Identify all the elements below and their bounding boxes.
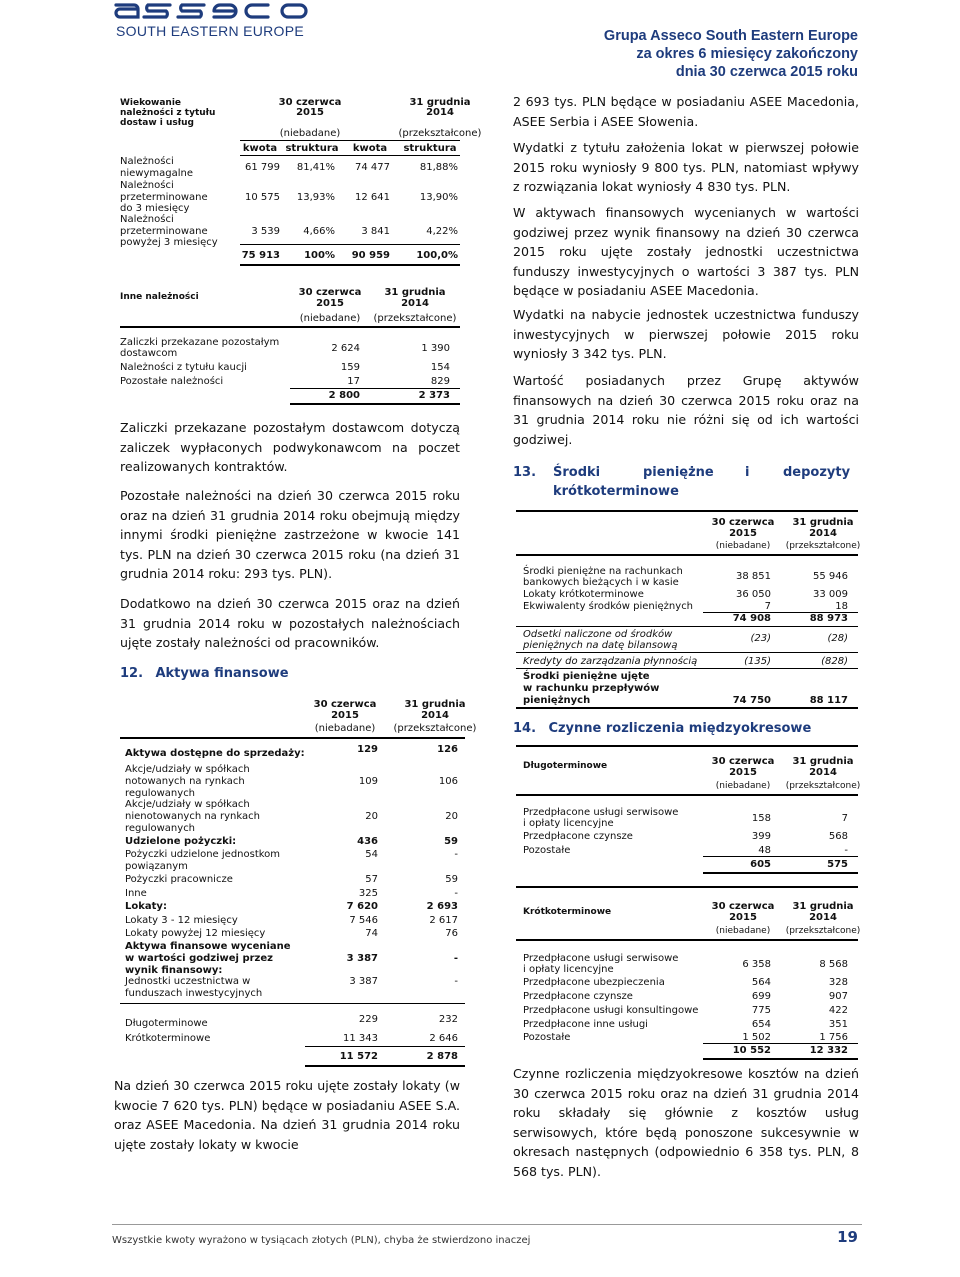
aging-sub-kwota-2: kwota xyxy=(352,143,388,154)
page-number: 19 xyxy=(837,1228,858,1246)
aging-sub-struktura-1: struktura xyxy=(285,143,339,154)
short-row-value-2015: 6 358 xyxy=(742,959,771,970)
header-line-1: Grupa Asseco South Eastern Europe xyxy=(603,28,858,44)
fin-row-value-2015: 7 620 xyxy=(346,901,378,912)
paragraph: Pozostałe należności na dzień 30 czerwca 2015 roku oraz na dzień 31 grudnia 2014 roku obejmują między innymi środki pieniężne zastrzeżone w kwocie 141 tys. PLN na dzień 30 czerwca 2015 roku (na dzień 31 grudnia 2014 roku: 293 tys. PLN). xyxy=(120,488,460,581)
section-12-heading: 12. Aktywa finansowe xyxy=(120,666,289,681)
short-row-value-2015: 699 xyxy=(751,991,771,1002)
fin-row-label: Aktywa dostępne do sprzedaży: xyxy=(125,748,305,759)
header-line-3: dnia 30 czerwca 2015 roku xyxy=(675,64,858,80)
logo-subtitle: SOUTH EASTERN EUROPE xyxy=(116,23,305,39)
short-row-label: Przedpłacone ubezpieczenia xyxy=(523,977,665,988)
fin-row-value-2015: 436 xyxy=(357,836,378,847)
short-row-value-2014: 8 568 xyxy=(819,959,848,970)
short-row-value-2015: 564 xyxy=(751,977,771,988)
fin-row-value-2015: 7 546 xyxy=(349,915,378,926)
fin-row-label: regulowanych xyxy=(125,788,196,799)
fin-row-value-2015: 54 xyxy=(365,849,378,860)
short-row-value-2014: 351 xyxy=(828,1019,848,1030)
fin-row-label: Aktywa finansowe wyceniane xyxy=(125,941,291,952)
fin-row-value-2014: 59 xyxy=(445,874,458,885)
short-row-value-2014: 328 xyxy=(828,977,848,988)
short-row-value-2015: 775 xyxy=(751,1005,771,1016)
report-header xyxy=(604,27,858,81)
short-row-value-2014: 1 756 xyxy=(819,1032,848,1043)
paragraph: Zaliczki przekazane pozostałym dostawcom dotyczą zaliczek wypłaconych podwykonawcom na poczet realizowanych kontraktów. xyxy=(120,420,460,474)
section-14-heading: 14. Czynne rozliczenia międzyokresowe xyxy=(513,721,812,736)
fin-row-value-2014: 126 xyxy=(437,744,458,755)
short-row-value-2014: 907 xyxy=(828,991,848,1002)
fin-row-label: Inne xyxy=(125,888,147,899)
paragraph: Na dzień 30 czerwca 2015 roku ujęte zostały lokaty (w kwocie 7 620 tys. PLN) będące w posiadaniu ASEE S.A. oraz ASEE Macedonia. Na dzień 31 grudnia 2014 roku ujęte zostały lokaty w kwocie xyxy=(114,1078,460,1152)
fin-row-value-2014: 2 693 xyxy=(426,901,458,912)
fin-row-label: Akcje/udziały w spółkach xyxy=(125,764,250,775)
fin-row-label: powiązanym xyxy=(125,861,188,872)
fin-row-label: w wartości godziwej przez xyxy=(125,953,273,964)
fin-row-label: funduszach inwestycyjnych xyxy=(125,988,263,999)
fin-row-label: Akcje/udziały w spółkach xyxy=(125,799,250,810)
fin-row-value-2014: - xyxy=(454,888,458,899)
short-row-value-2015: 1 502 xyxy=(742,1032,771,1043)
fin-row-label: Jednostki uczestnictwa w xyxy=(125,976,251,987)
aging-title-2: należności z tytułu xyxy=(120,108,216,118)
fin-row-value-2015: 20 xyxy=(365,811,378,822)
footer-note: Wszystkie kwoty wyrażono w tysiącach złotych (PLN), chyba że stwierdzono inaczej xyxy=(112,1235,531,1246)
fin-row-value-2014: - xyxy=(454,976,458,987)
fin-row-label: nienotowanych na rynkach xyxy=(125,811,260,822)
short-row-value-2015: 654 xyxy=(751,1019,771,1030)
fin-row-value-2015: 74 xyxy=(365,928,378,939)
fin-row-label: notowanych na rynkach xyxy=(125,776,245,787)
other-title: Inne należności xyxy=(120,292,199,302)
aging-sub-struktura-2: struktura xyxy=(403,143,457,154)
aging-h1b: 2015 xyxy=(296,107,324,118)
aging-h2c: (przekształcone) xyxy=(398,128,482,139)
fin-row-value-2015: 129 xyxy=(357,744,378,755)
short-row-label: Przedpłacone usługi konsultingowe xyxy=(523,1005,699,1016)
short-row-label: Pozostałe xyxy=(523,1032,571,1043)
short-row-label: i opłaty licencyjne xyxy=(523,964,614,975)
aging-h2b: 2014 xyxy=(426,107,454,118)
header-line-2: za okres 6 miesięcy zakończony xyxy=(636,46,858,62)
short-row-value-2014: 422 xyxy=(828,1005,848,1016)
aging-sub-kwota-1: kwota xyxy=(242,143,278,154)
fin-row-label: Pożyczki pracownicze xyxy=(125,874,233,885)
aging-h1a: 30 czerwca xyxy=(278,97,342,108)
fin-row-value-2014: 2 617 xyxy=(429,915,458,926)
fin-row-label: Lokaty powyżej 12 miesięcy xyxy=(125,928,266,939)
paragraph: Dodatkowo na dzień 30 czerwca 2015 oraz na dzień 31 grudnia 2014 roku w pozostałych należnościach ujęte zostały należności od pracowników. xyxy=(120,596,460,650)
fin-row-label: regulowanych xyxy=(125,823,196,834)
fin-row-label: Pożyczki udzielone jednostkom xyxy=(125,849,281,860)
fin-row-value-2014: - xyxy=(453,953,458,964)
paragraph: 2 693 tys. PLN będące w posiadaniu ASEE Macedonia, ASEE Serbia i ASEE Słowenia. xyxy=(513,94,859,129)
aging-h2a: 31 grudnia xyxy=(409,97,471,108)
paragraph: Czynne rozliczenia międzyokresowe kosztów na dzień 30 czerwca 2015 roku oraz na dzień 31 grudnia 2014 roku składały się głównie z kosztów usług serwisowych, które będą ponoszone sukcesywnie w okresach następnych (odpowiednio 6 358 tys. PLN, 8 568 tys. PLN). xyxy=(513,1066,859,1179)
paragraph: Wydatki na nabycie jednostek uczestnictwa funduszy inwestycyjnych w pierwszej połowie 2015 roku wyniosły 3 342 tys. PLN. xyxy=(513,307,859,361)
fin-row-value-2015: 3 387 xyxy=(346,953,378,964)
short-row-label: Przedpłacone inne usługi xyxy=(523,1019,648,1030)
aging-h1c: (niebadane) xyxy=(279,128,341,139)
short-row-label: Przedpłacone usługi serwisowe xyxy=(523,953,679,964)
short-row-label: Przedpłacone czynsze xyxy=(523,991,633,1002)
fin-row-value-2015: 109 xyxy=(358,776,378,787)
paragraph: Wydatki z tytułu założenia lokat w pierwszej połowie 2015 roku wyniosły 9 800 tys. PLN, natomiast wpływy z rozwiązania lokat wyniosły 4 830 tys. PLN. xyxy=(513,140,859,194)
fin-row-value-2015: 57 xyxy=(365,874,378,885)
paragraph: Wartość posiadanych przez Grupę aktywów finansowych na dzień 30 czerwca 2015 roku oraz na 31 grudnia 2014 roku nie różni się od ich wartości godziwej. xyxy=(513,373,859,447)
fin-row-value-2014: 59 xyxy=(444,836,458,847)
fin-row-value-2014: 76 xyxy=(445,928,458,939)
fin-row-value-2015: 3 387 xyxy=(349,976,378,987)
fin-row-label: Udzielone pożyczki: xyxy=(125,836,237,847)
fin-row-label: Lokaty: xyxy=(125,901,167,912)
fin-row-value-2014: 20 xyxy=(445,811,458,822)
footer-divider xyxy=(112,1224,862,1225)
paragraph: W aktywach finansowych wycenianych w wartości godziwej przez wynik finansowy na dzień 30 czerwca 2015 roku ujęte zostały jednostki uczestnictwa funduszy inwestycyjnych o wartości 3 387 tys. PLN będące w posiadaniu ASEE Macedonia. xyxy=(513,205,859,298)
aging-title-3: dostaw i usług xyxy=(120,118,194,128)
fin-row-value-2014: 106 xyxy=(438,776,458,787)
fin-row-value-2015: 325 xyxy=(358,888,378,899)
fin-row-label: Lokaty 3 - 12 miesięcy xyxy=(125,915,238,926)
aging-title-1: Wiekowanie xyxy=(120,98,182,108)
fin-row-value-2014: - xyxy=(454,849,458,860)
fin-row-label: wynik finansowy: xyxy=(125,965,223,976)
